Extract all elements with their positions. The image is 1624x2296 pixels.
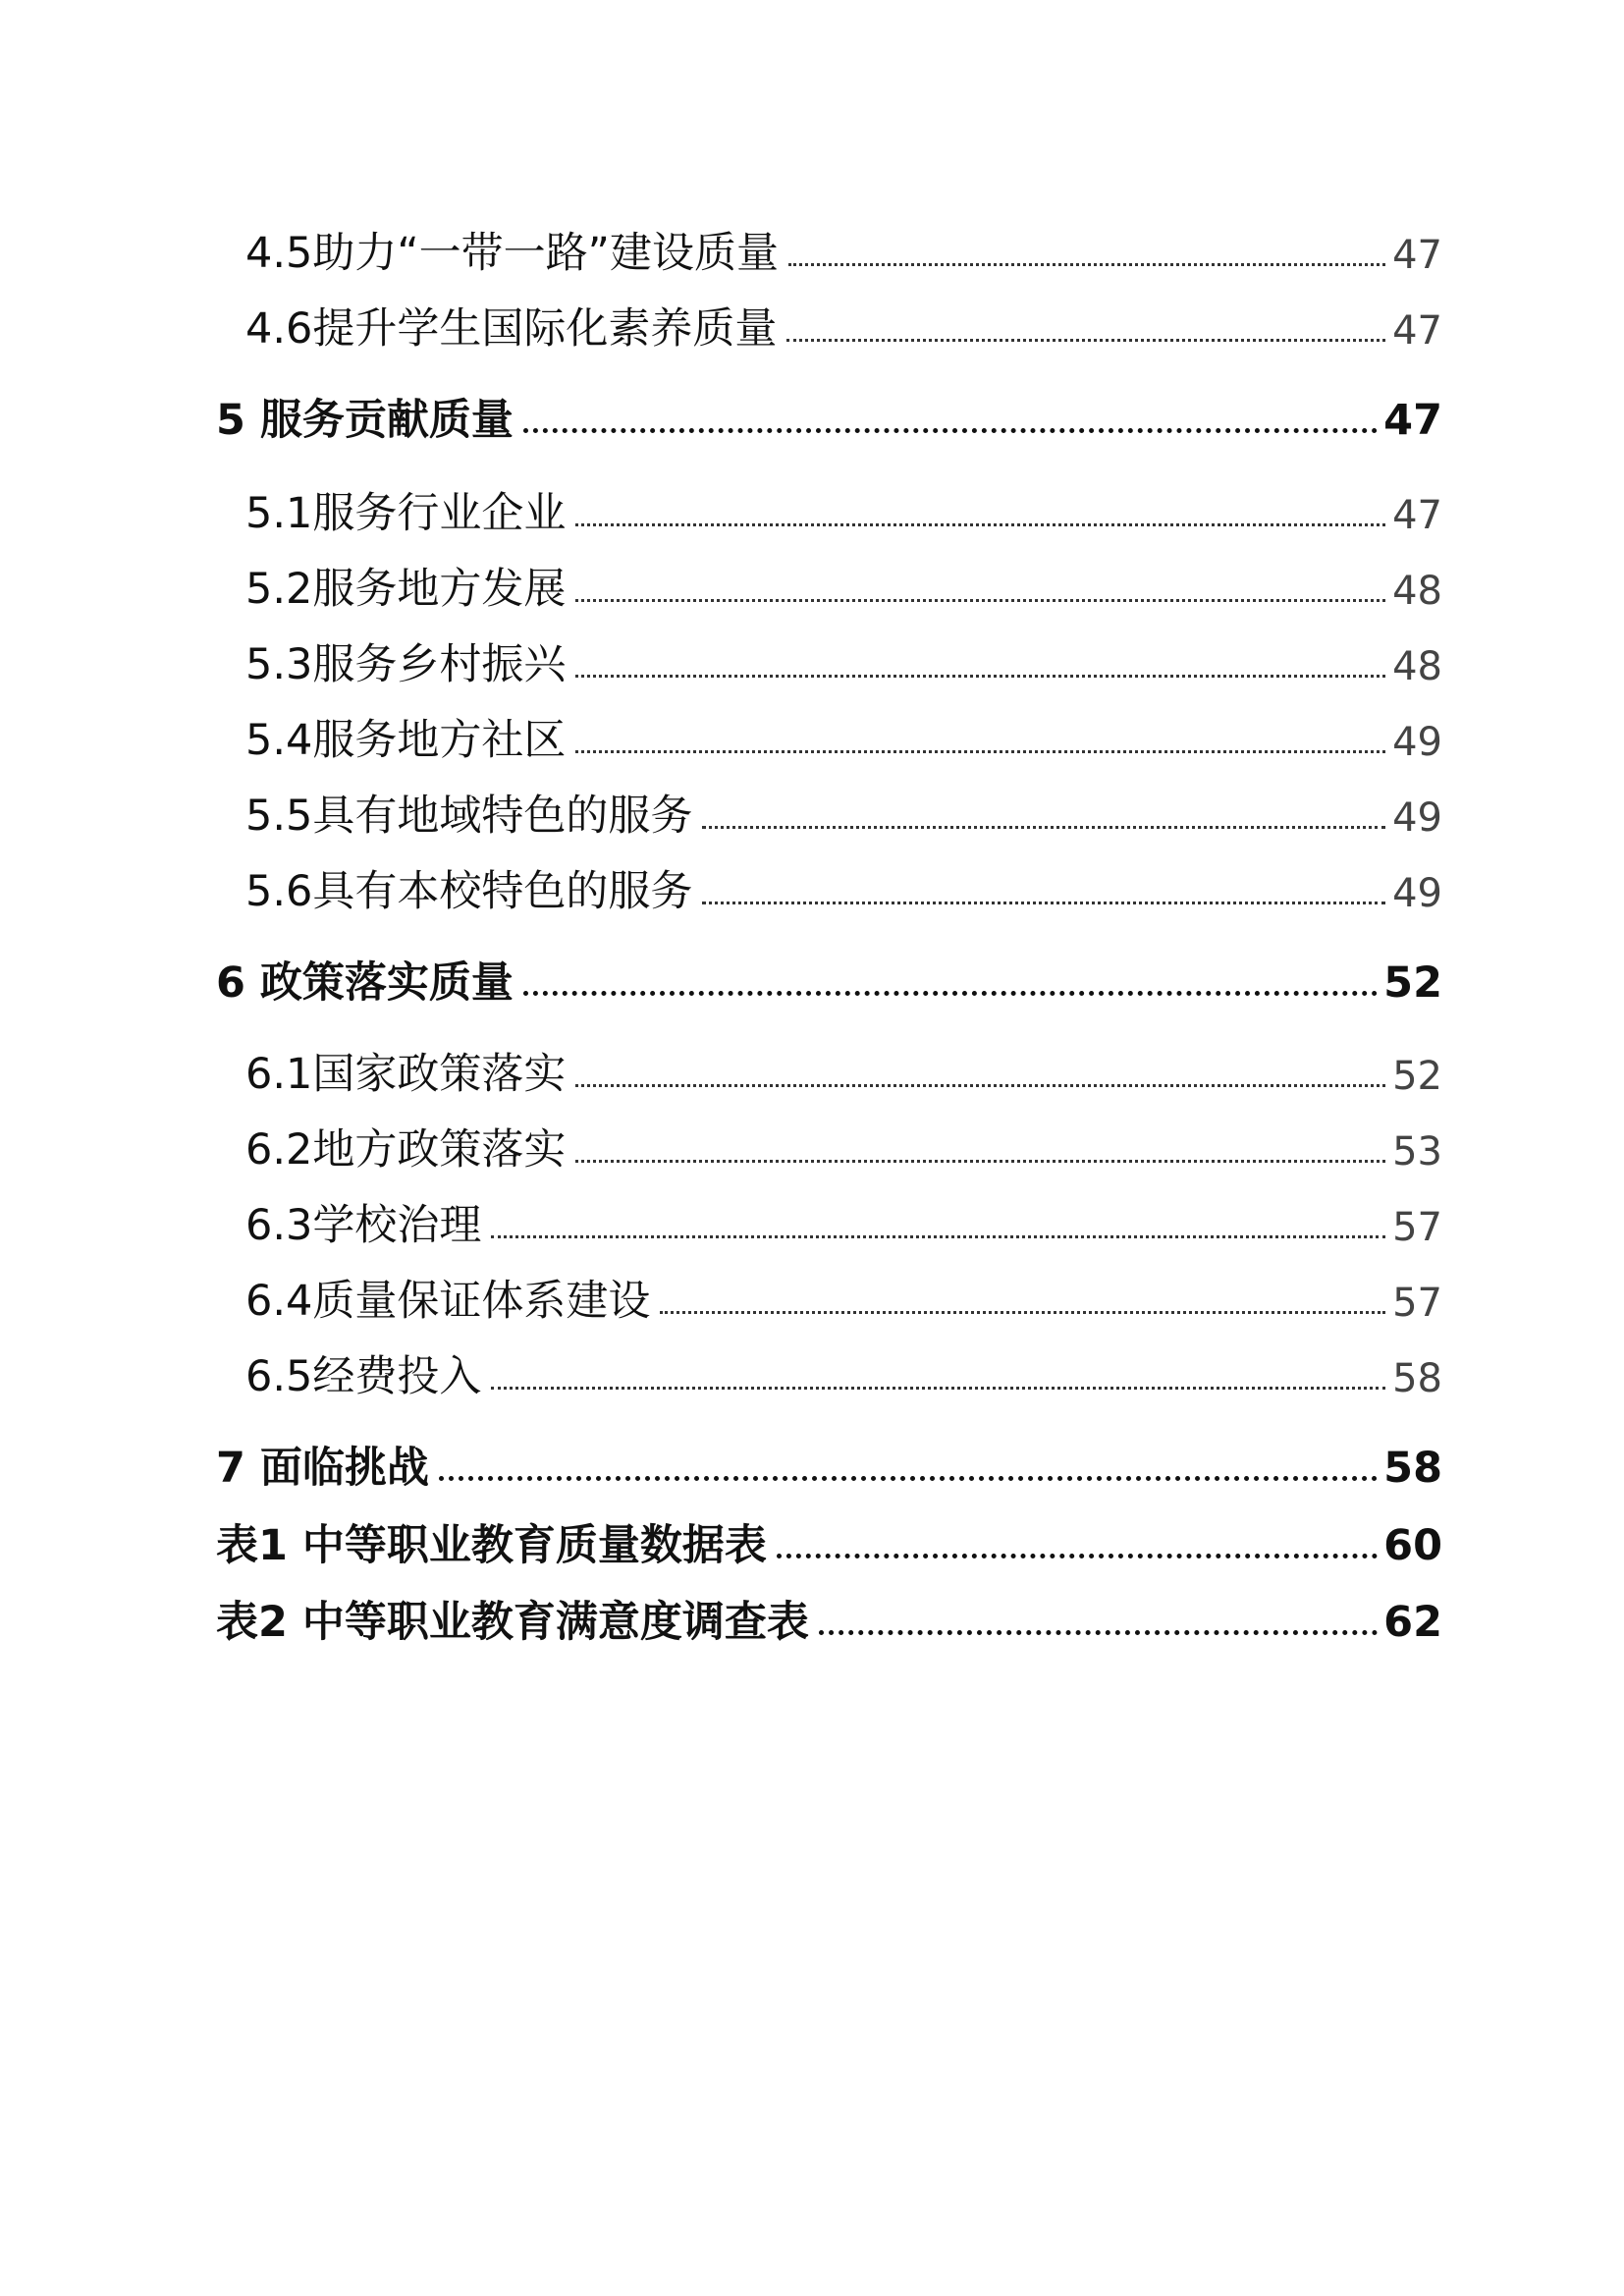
toc-entry-5[interactable]: [216, 383, 1442, 445]
toc-entry-title: 6.4质量保证体系建设: [245, 1277, 651, 1326]
toc-entry-title: 6.2地方政策落实: [245, 1125, 567, 1175]
toc-entry-title: 6.3学校治理: [245, 1201, 482, 1250]
toc-entry-table-1[interactable]: [216, 1508, 1442, 1570]
dot-leader: [575, 675, 1385, 678]
toc-entry-page: 52: [1383, 958, 1442, 1008]
toc-entry-title: 表1 中等职业教育质量数据表: [216, 1521, 767, 1570]
dot-leader: [575, 1160, 1385, 1163]
toc-entry-6-5[interactable]: [245, 1339, 1442, 1401]
toc-entry-5-2[interactable]: [245, 552, 1442, 614]
dot-leader: [575, 523, 1385, 526]
toc-entry-title: 表2 中等职业教育满意度调查表: [216, 1598, 809, 1647]
toc-entry-page: 60: [1383, 1521, 1442, 1570]
toc-entry-page: 48: [1392, 569, 1442, 614]
toc-entry-6[interactable]: [216, 946, 1442, 1008]
toc-entry-page: 52: [1392, 1054, 1442, 1099]
dot-leader: [702, 902, 1385, 904]
toc-entry-page: 47: [1392, 308, 1442, 354]
toc-entry-title: 6 政策落实质量: [216, 958, 514, 1008]
dot-leader: [660, 1311, 1385, 1314]
dot-leader: [819, 1630, 1378, 1635]
toc-entry-title: 4.6提升学生国际化素养质量: [245, 304, 778, 354]
toc-entry-page: 57: [1392, 1205, 1442, 1250]
toc-entry-title: 5.5具有地域特色的服务: [245, 792, 693, 841]
toc-entry-page: 47: [1392, 493, 1442, 538]
toc-entry-title: 5.6具有本校特色的服务: [245, 867, 693, 916]
toc-entry-page: 58: [1383, 1444, 1442, 1493]
toc-entry-title: 5.1服务行业企业: [245, 489, 567, 538]
toc-entry-table-2[interactable]: [216, 1585, 1442, 1647]
toc-entry-title: 5.4服务地方社区: [245, 716, 567, 765]
dot-leader: [575, 1084, 1385, 1087]
toc-entry-page: 53: [1392, 1129, 1442, 1175]
toc-entry-page: 49: [1392, 871, 1442, 916]
toc-entry-title: 4.5助力“一带一路”建设质量: [245, 229, 779, 278]
toc-entry-page: 57: [1392, 1281, 1442, 1326]
dot-leader: [491, 1235, 1385, 1238]
toc-entry-title: 5.3服务乡村振兴: [245, 640, 567, 689]
toc-entry-6-1[interactable]: [245, 1037, 1442, 1099]
toc-entry-4-6[interactable]: [245, 292, 1442, 354]
toc-entry-title: 5.2服务地方发展: [245, 565, 567, 614]
toc-entry-page: 49: [1392, 720, 1442, 765]
dot-leader: [788, 263, 1385, 266]
dot-leader: [777, 1554, 1378, 1558]
toc-entry-5-6[interactable]: [245, 854, 1442, 916]
toc-entry-7[interactable]: [216, 1431, 1442, 1493]
toc-entry-4-5[interactable]: [245, 216, 1442, 278]
dot-leader: [575, 599, 1385, 602]
toc-entry-page: 47: [1392, 233, 1442, 278]
dot-leader: [786, 339, 1385, 342]
toc-entry-5-5[interactable]: [245, 779, 1442, 841]
dot-leader: [702, 826, 1385, 829]
toc-entry-page: 48: [1392, 644, 1442, 689]
toc-entry-6-4[interactable]: [245, 1264, 1442, 1326]
toc-entry-5-4[interactable]: [245, 703, 1442, 765]
toc-entry-title: 6.1国家政策落实: [245, 1050, 567, 1099]
toc-entry-title: 5 服务贡献质量: [216, 396, 514, 445]
dot-leader: [523, 991, 1378, 996]
toc-entry-page: 49: [1392, 795, 1442, 841]
dot-leader: [439, 1476, 1378, 1481]
toc-entry-5-1[interactable]: [245, 476, 1442, 538]
toc-entry-page: 47: [1383, 396, 1442, 445]
dot-leader: [575, 750, 1385, 753]
dot-leader: [523, 428, 1378, 433]
toc-entry-5-3[interactable]: [245, 628, 1442, 689]
toc-entry-title: 6.5经费投入: [245, 1352, 482, 1401]
toc-entry-title: 7 面临挑战: [216, 1444, 429, 1493]
toc-entry-6-2[interactable]: [245, 1113, 1442, 1175]
toc-entry-page: 58: [1392, 1356, 1442, 1401]
toc-entry-6-3[interactable]: [245, 1188, 1442, 1250]
toc-entry-page: 62: [1383, 1598, 1442, 1647]
dot-leader: [491, 1387, 1385, 1390]
